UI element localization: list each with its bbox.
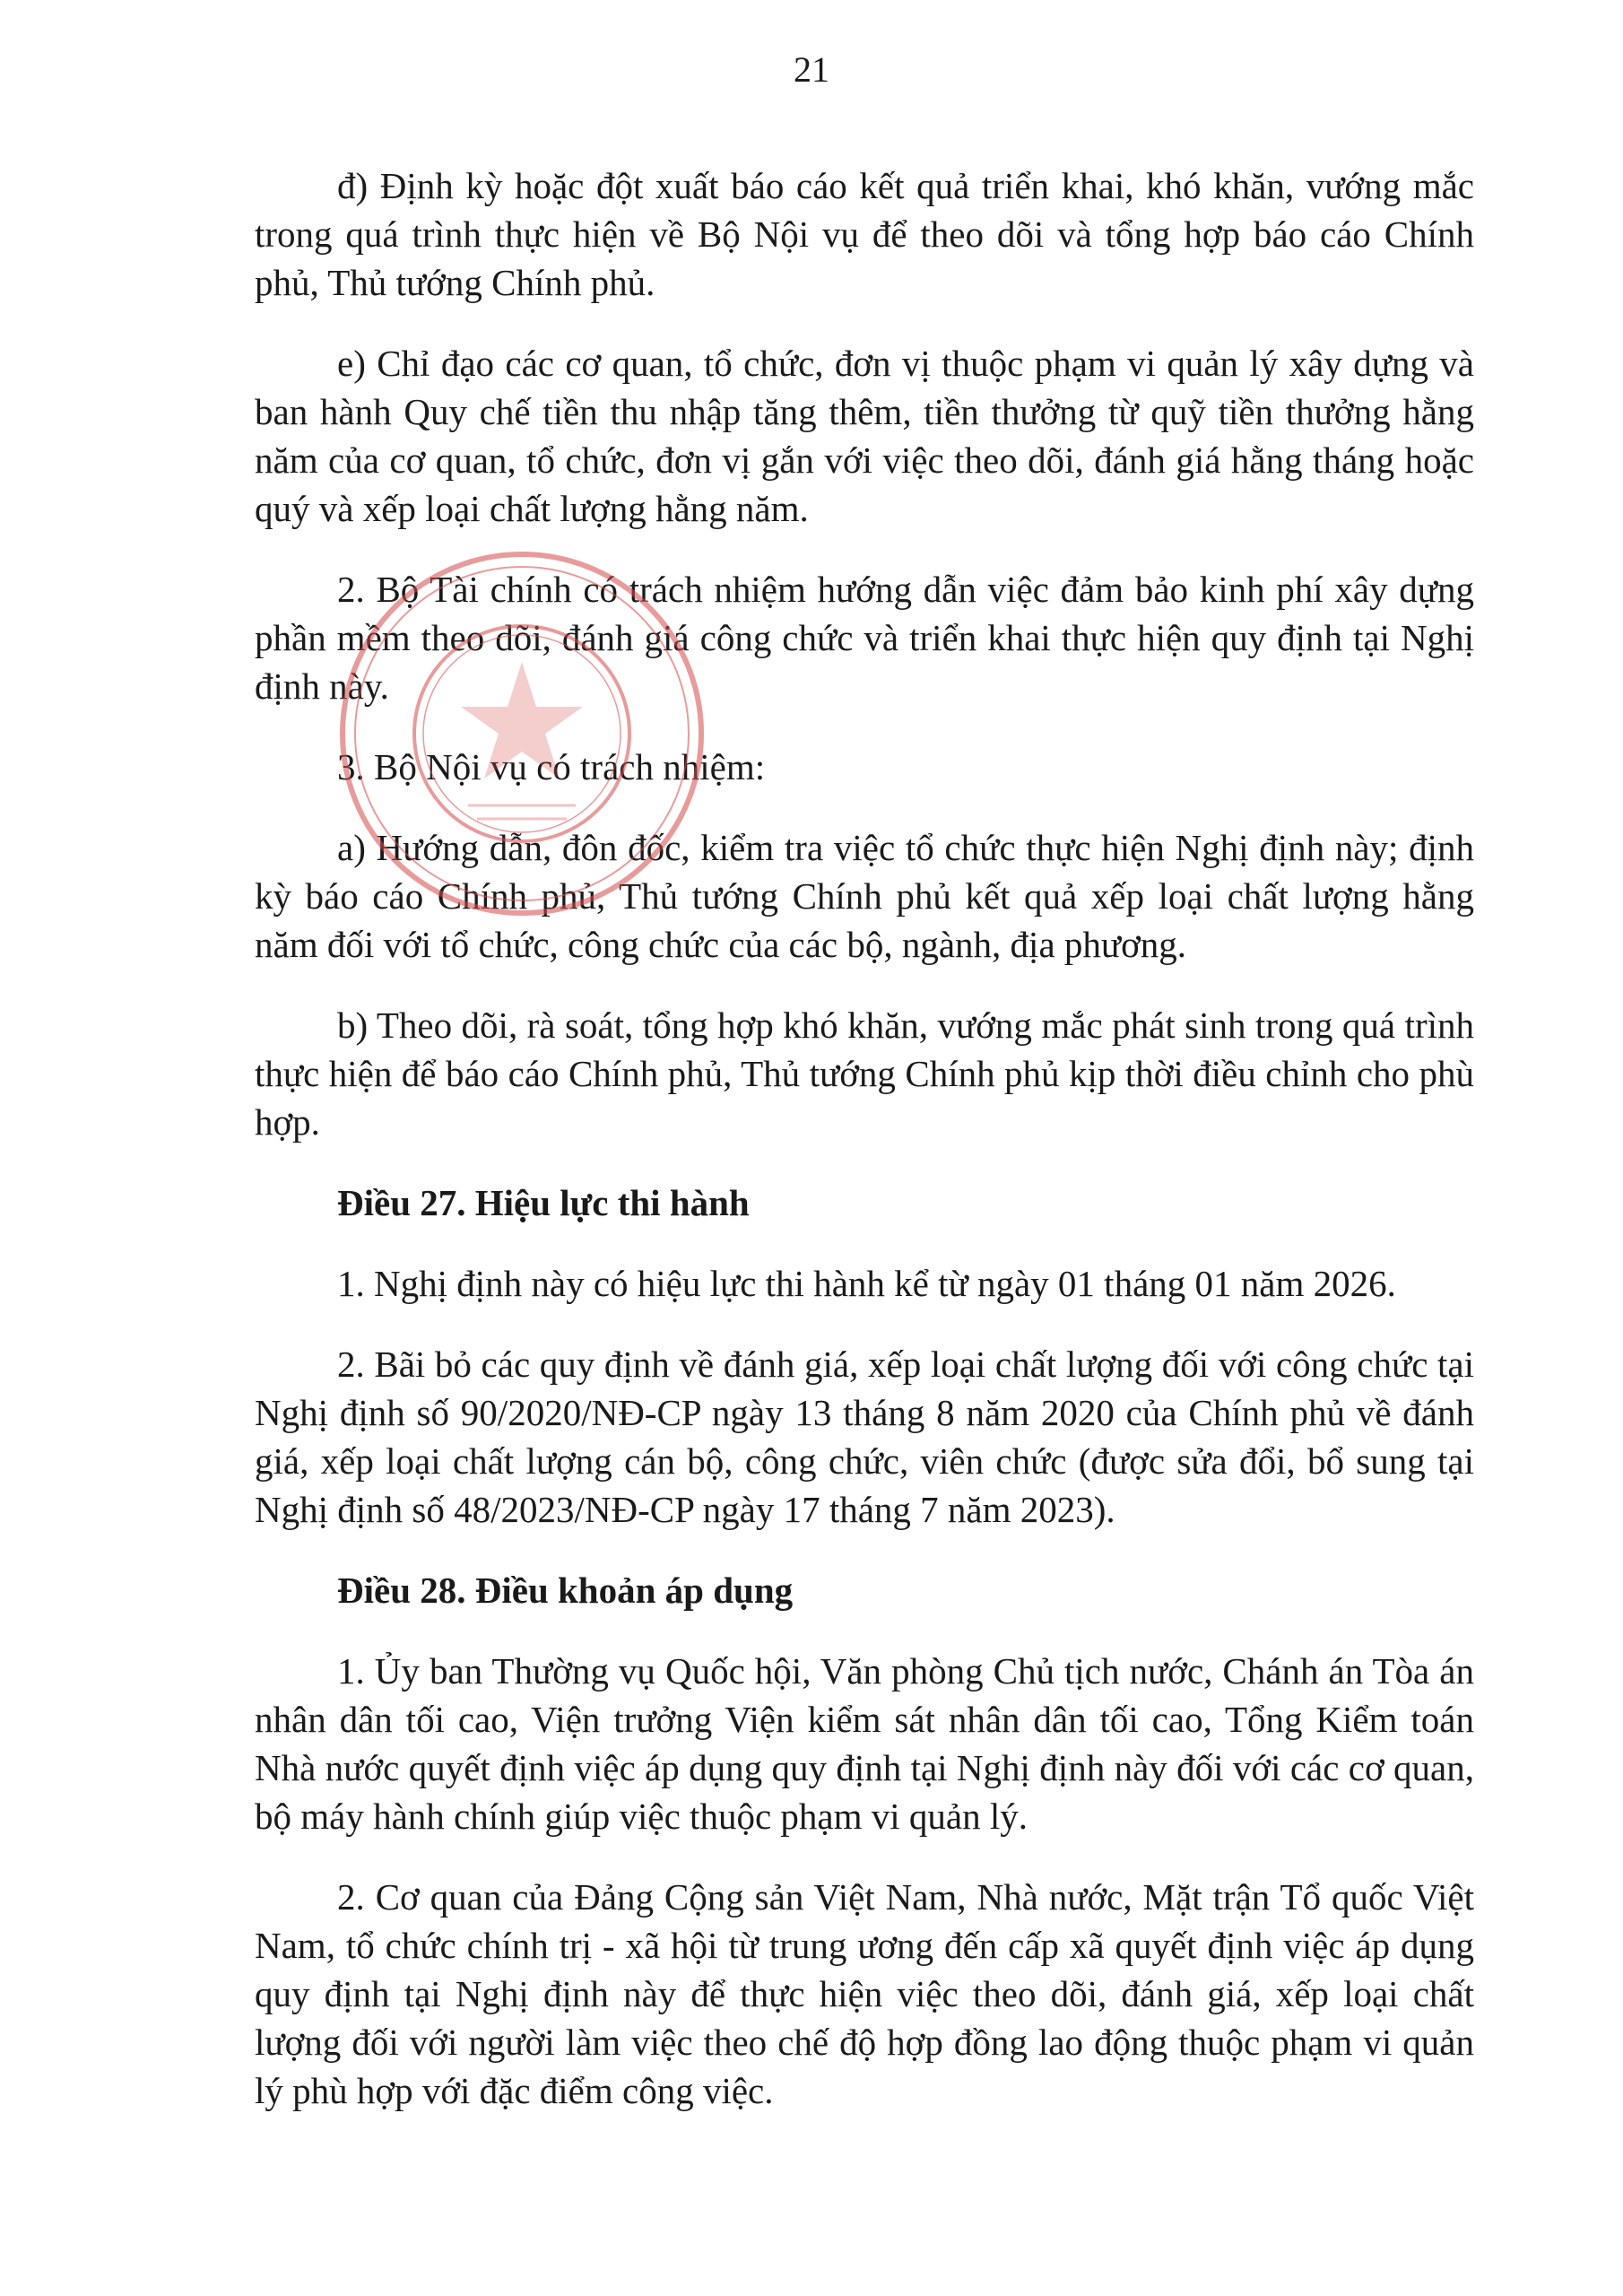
article-27-clause-1: 1. Nghị định này có hiệu lực thi hành kể từ ngày 01 tháng 01 năm 2026. — [337, 1263, 1396, 1304]
paragraph-e: e) Chỉ đạo các cơ quan, tổ chức, đơn vị thuộc phạm vi quản lý xây dựng và ban hành Quy chế tiền thu nhập tăng thêm, tiền thưởng từ quỹ tiền thưởng hằng năm của cơ quan, tổ chức, đơn vị gắn với việc theo dõi, đánh giá hằng tháng hoặc quý và xếp loại chất lượng hằng năm. — [255, 343, 1474, 529]
page-number: 21 — [794, 49, 829, 90]
paragraph-a: a) Hướng dẫn, đôn đốc, kiểm tra việc tổ chức thực hiện Nghị định này; định kỳ báo cáo Chính phủ, Thủ tướng Chính phủ kết quả xếp loại chất lượng hằng năm đối với tổ chức, công chức của các bộ, ngành, địa phương. — [255, 827, 1474, 965]
paragraph-clause-2: 2. Bộ Tài chính có trách nhiệm hướng dẫn việc đảm bảo kinh phí xây dựng phần mềm theo dõi, đánh giá công chức và triển khai thực hiện quy định tại Nghị định này. — [255, 569, 1474, 707]
article-28-clause-1: 1. Ủy ban Thường vụ Quốc hội, Văn phòng Chủ tịch nước, Chánh án Tòa án nhân dân tối cao, Viện trưởng Viện kiểm sát nhân dân tối cao, Tổng Kiểm toán Nhà nước quyết định việc áp dụng quy định tại Nghị định này đối với các cơ quan, bộ máy hành chính giúp việc thuộc phạm vi quản lý. — [255, 1650, 1474, 1837]
paragraph-b: b) Theo dõi, rà soát, tổng hợp khó khăn, vướng mắc phát sinh trong quá trình thực hiện để báo cáo Chính phủ, Thủ tướng Chính phủ kịp thời điều chỉnh cho phù hợp. — [255, 1004, 1474, 1143]
article-28-clause-2: 2. Cơ quan của Đảng Cộng sản Việt Nam, Nhà nước, Mặt trận Tổ quốc Việt Nam, tổ chức chính trị - xã hội từ trung ương đến cấp xã quyết định việc áp dụng quy định tại Nghị định này để thực hiện việc theo dõi, đánh giá, xếp loại chất lượng đối với người làm việc theo chế độ hợp đồng lao động thuộc phạm vi quản lý phù hợp với đặc điểm công việc. — [255, 1876, 1474, 2111]
paragraph-clause-3: 3. Bộ Nội vụ có trách nhiệm: — [337, 746, 766, 787]
article-27-clause-2: 2. Bãi bỏ các quy định về đánh giá, xếp loại chất lượng đối với công chức tại Nghị định số 90/2020/NĐ-CP ngày 13 tháng 8 năm 2020 của Chính phủ về đánh giá, xếp loại chất lượng cán bộ, công chức, viên chức (được sửa đổi, bổ sung tại Nghị định số 48/2023/NĐ-CP ngày 17 tháng 7 năm 2023). — [255, 1344, 1474, 1530]
paragraph-d: đ) Định kỳ hoặc đột xuất báo cáo kết quả triển khai, khó khăn, vướng mắc trong quá trình thực hiện về Bộ Nội vụ để theo dõi và tổng hợp báo cáo Chính phủ, Thủ tướng Chính phủ. — [255, 165, 1474, 303]
article-28-heading: Điều 28. Điều khoản áp dụng — [337, 1570, 794, 1611]
article-27-heading: Điều 27. Hiệu lực thi hành — [337, 1182, 750, 1223]
document-body — [255, 161, 1474, 2147]
